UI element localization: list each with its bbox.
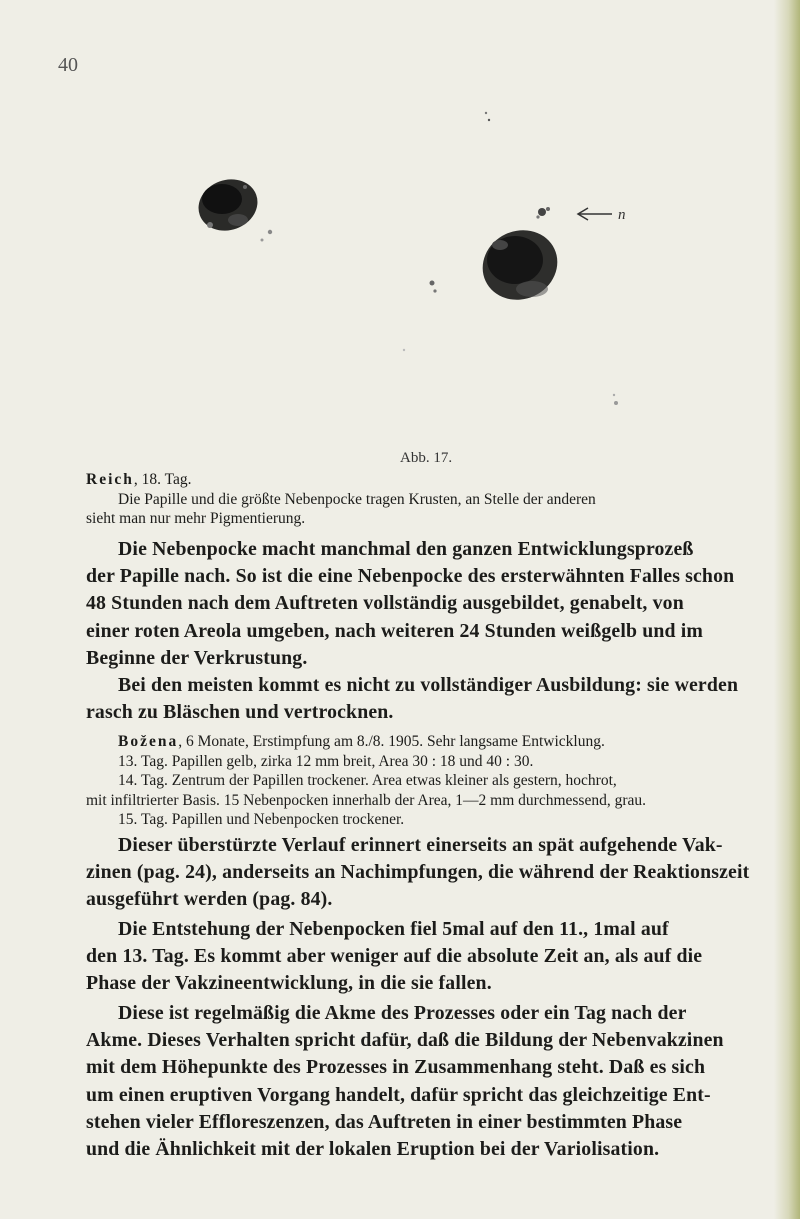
papilla-right-crust — [471, 218, 569, 312]
text-line: Phase der Vakzineentwicklung, in die sie fallen. — [86, 972, 492, 995]
text-line: der Papille nach. So ist die eine Nebenpocke des ersterwähnten Falles schon — [86, 565, 735, 588]
text-line: rasch zu Bläschen und vertrocknen. — [86, 701, 394, 724]
text-line: um einen eruptiven Vorgang handelt, dafür spricht das gleichzeitige Ent- — [86, 1083, 711, 1106]
text-line: Dieser überstürzte Verlauf erinnert einerseits an spät aufgehende Vak- — [118, 834, 723, 856]
paragraph-1 — [86, 536, 766, 672]
text-line: zinen (pag. 24), anderseits an Nachimpfungen, die während der Reaktionszeit — [86, 861, 750, 884]
text-line: Akme. Dieses Verhalten spricht dafür, daß die Bildung der Nebenvakzinen — [86, 1029, 724, 1052]
text-line: Beginne der Verkrustung. — [86, 646, 308, 669]
text-line: 48 Stunden nach dem Auftreten vollständig ausgebildet, genabelt, von — [86, 592, 684, 615]
page-edge-discoloration — [774, 0, 800, 1219]
figure-caption: Abb. 17. — [400, 450, 453, 466]
text-line: Diese ist regelmäßig die Akme des Prozesses oder ein Tag nach der — [118, 1002, 687, 1024]
case-line: mit infiltrierter Basis. 15 Nebenpocken innerhalb der Area, 1—2 mm durchmessend, grau. — [86, 791, 646, 809]
case-line: sieht man nur mehr Pigmentierung. — [86, 510, 306, 527]
figure-abb-17 — [150, 95, 770, 455]
text-line: einer roten Areola umgeben, nach weiteren 24 Stunden weißgelb und im — [86, 619, 704, 642]
text-line: ausgeführt werden (pag. 84). — [86, 888, 333, 911]
case-header: , 6 Monate, Erstimpfung am 8./8. 1905. Sehr langsame Entwicklung. — [178, 733, 605, 750]
case-line: 13. Tag. Papillen gelb, zirka 12 mm breit, Area 30 : 18 und 40 : 30. — [118, 752, 534, 770]
case-header: , 18. Tag. — [133, 471, 192, 488]
paragraph-2 — [86, 672, 766, 726]
patient-name: Reich — [86, 471, 134, 488]
text-line: Die Entstehung der Nebenpocken fiel 5mal auf den 11., 1mal auf — [118, 918, 669, 940]
patient-name: Božena — [118, 733, 179, 750]
paragraph-5 — [86, 1000, 766, 1163]
papilla-left-crust — [191, 171, 272, 241]
case-line: 14. Tag. Zentrum der Papillen trockener. Area etwas kleiner als gestern, hochrot, — [118, 772, 617, 789]
text-line: stehen vieler Effloreszenzen, das Auftreten in einer bestimmten Phase — [86, 1110, 683, 1133]
paragraph-3 — [86, 832, 766, 914]
arrow-indicator — [578, 207, 626, 223]
page-number: 40 — [58, 54, 78, 76]
arrow-label: n — [618, 207, 626, 223]
case-report-bozena — [86, 732, 766, 830]
text-line: den 13. Tag. Es kommt aber weniger auf die absolute Zeit an, als auf die — [86, 945, 703, 968]
case-line: Die Papille und die größte Nebenpocke tragen Krusten, an Stelle der anderen — [118, 490, 596, 508]
case-line: 15. Tag. Papillen und Nebenpocken trockener. — [118, 811, 405, 828]
text-line: Die Nebenpocke macht manchmal den ganzen Entwicklungsprozeß — [118, 538, 694, 560]
text-line: mit dem Höhepunkte des Prozesses in Zusammenhang steht. Daß es sich — [86, 1056, 706, 1079]
text-line: Bei den meisten kommt es nicht zu vollständiger Ausbildung: sie werden — [118, 674, 739, 696]
paragraph-4 — [86, 916, 766, 998]
case-report-reich — [86, 470, 766, 529]
text-line: und die Ähnlichkeit mit der lokalen Eruption bei der Variolisation. — [86, 1138, 660, 1161]
